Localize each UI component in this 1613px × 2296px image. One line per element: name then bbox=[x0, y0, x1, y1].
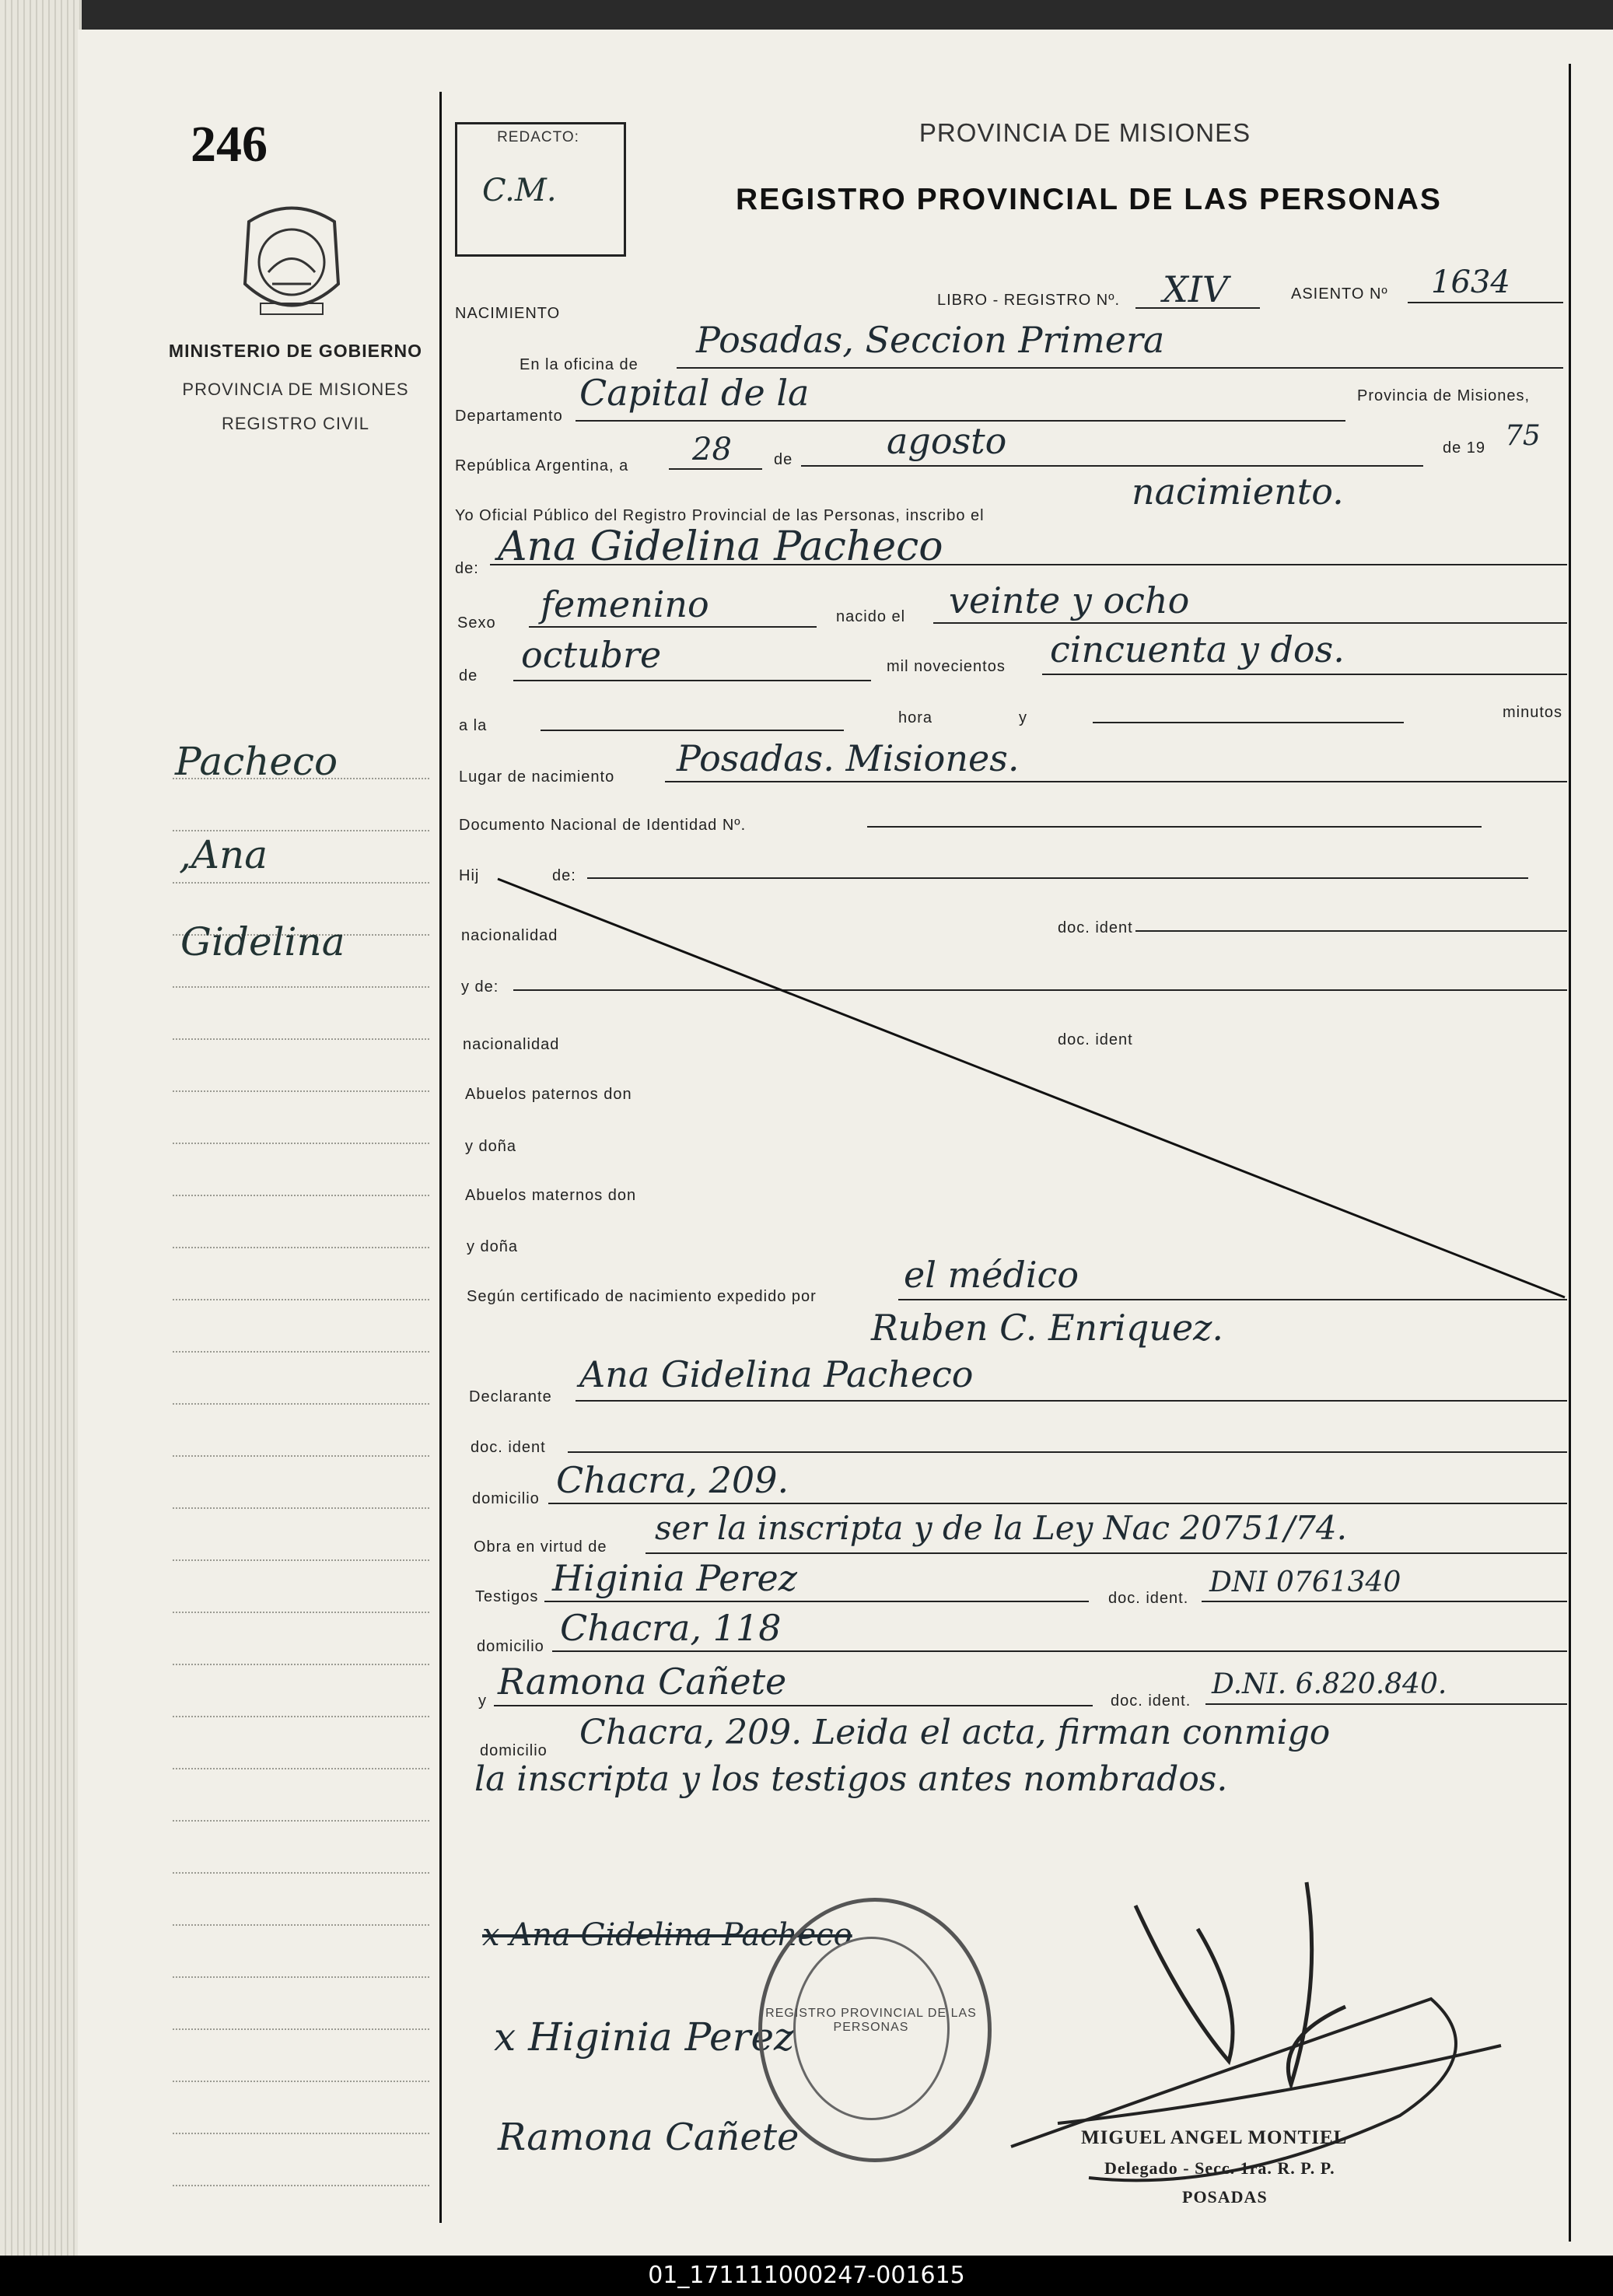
domicilio3-label: domicilio bbox=[480, 1742, 548, 1759]
domicilio1-label: domicilio bbox=[472, 1490, 540, 1507]
doc-ident5-value: D.NI. 6.820.840. bbox=[1212, 1668, 1447, 1700]
provincia-label: Provincia de Misiones, bbox=[1357, 387, 1531, 404]
image-caption: 01_171111000247-001615 bbox=[0, 2256, 1613, 2296]
official-role: Delegado - Secc. 1ra. R. P. P. bbox=[1104, 2158, 1335, 2178]
libro-label: LIBRO - REGISTRO Nº. bbox=[937, 292, 1121, 309]
margin-given-name: ,Ana bbox=[179, 832, 268, 877]
act-type-label: NACIMIENTO bbox=[455, 305, 561, 322]
domicilio2-value: Chacra, 118 bbox=[560, 1607, 782, 1649]
obra-line bbox=[646, 1552, 1567, 1554]
redacto-value: C.M. bbox=[482, 173, 557, 208]
redacto-label: REDACTO: bbox=[497, 129, 579, 145]
testigo1-value: Higinia Perez bbox=[552, 1557, 797, 1599]
segun-line bbox=[898, 1299, 1567, 1300]
nacionalidad2-label: nacionalidad bbox=[463, 1036, 560, 1053]
registry-title: REGISTRO PROVINCIAL DE LAS PERSONAS bbox=[736, 183, 1442, 216]
doc-ident4-value: DNI 0761340 bbox=[1209, 1566, 1401, 1598]
signature-registrant: x Ana Gidelina Pacheco bbox=[482, 1917, 852, 1953]
libro-value: XIV bbox=[1163, 268, 1229, 310]
domicilio3-value: Chacra, 209. Leida el acta, firman conmigo bbox=[579, 1713, 1331, 1752]
office-label: En la oficina de bbox=[520, 356, 639, 373]
asiento-label: ASIENTO Nº bbox=[1291, 285, 1388, 303]
minutos-label: minutos bbox=[1503, 704, 1563, 721]
domicilio2-line bbox=[552, 1650, 1567, 1652]
signature-witness-2: Ramona Cañete bbox=[498, 2116, 800, 2159]
doc-ident5-line bbox=[1205, 1703, 1567, 1705]
lugar-label: Lugar de nacimiento bbox=[459, 768, 615, 786]
abuelos-maternos-label: Abuelos maternos don bbox=[465, 1187, 637, 1204]
name-de-label: de: bbox=[455, 560, 479, 577]
year-label: de 19 bbox=[1443, 439, 1486, 457]
asiento-value: 1634 bbox=[1431, 264, 1510, 300]
official-name: MIGUEL ANGEL MONTIEL bbox=[1081, 2127, 1348, 2148]
declarante-value: Ana Gidelina Pacheco bbox=[579, 1353, 974, 1395]
doc-ident1-label: doc. ident bbox=[1058, 919, 1133, 936]
segun-value-1: el médico bbox=[904, 1254, 1079, 1296]
office-value: Posadas, Seccion Primera bbox=[696, 319, 1165, 361]
registrant-name: Ana Gidelina Pacheco bbox=[498, 523, 943, 570]
province-label: PROVINCIA DE MISIONES bbox=[182, 380, 409, 399]
doc-ident4-label: doc. ident. bbox=[1108, 1590, 1189, 1607]
y2-label: y bbox=[478, 1692, 487, 1710]
declarante-line bbox=[576, 1400, 1567, 1402]
hij-de-label: de: bbox=[552, 867, 576, 884]
month-value: agosto bbox=[887, 420, 1007, 462]
sexo-value: femenino bbox=[541, 583, 709, 625]
abuelos-paternos-label: Abuelos paternos don bbox=[465, 1086, 632, 1103]
y-dona2-label: y doña bbox=[467, 1238, 519, 1255]
doc-ident4-line bbox=[1202, 1601, 1567, 1602]
day-value: 28 bbox=[692, 432, 732, 467]
republica-label: República Argentina, a bbox=[455, 457, 629, 474]
domicilio1-line bbox=[548, 1503, 1567, 1504]
ministry-label: MINISTERIO DE GOBIERNO bbox=[168, 341, 423, 361]
sexo-label: Sexo bbox=[457, 614, 496, 632]
segun-label: Según certificado de nacimiento expedido por bbox=[467, 1288, 817, 1305]
doc-ident3-line bbox=[568, 1451, 1567, 1453]
official-city: POSADAS bbox=[1182, 2187, 1268, 2207]
hora-y-label: y bbox=[1019, 709, 1027, 726]
obra-label: Obra en virtud de bbox=[474, 1538, 607, 1556]
nacido-label: nacido el bbox=[836, 608, 906, 625]
doc-ident3-label: doc. ident bbox=[471, 1439, 546, 1456]
month-de-label: de bbox=[774, 451, 793, 468]
year-value: 75 bbox=[1505, 420, 1541, 452]
birth-month-value: octubre bbox=[521, 634, 662, 676]
doc-ident2-label: doc. ident bbox=[1058, 1031, 1133, 1048]
nacido-value: veinte y ocho bbox=[949, 579, 1190, 621]
mil-label: mil novecientos bbox=[887, 658, 1006, 675]
lugar-value: Posadas. Misiones. bbox=[677, 737, 1020, 779]
dni-label: Documento Nacional de Identidad Nº. bbox=[459, 817, 747, 834]
domicilio1-value: Chacra, 209. bbox=[556, 1459, 789, 1501]
declarante-label: Declarante bbox=[469, 1388, 552, 1405]
testigo2-line bbox=[494, 1705, 1093, 1706]
testigo1-line bbox=[544, 1601, 1089, 1602]
departamento-label: Departamento bbox=[455, 408, 563, 425]
registry-label: REGISTRO CIVIL bbox=[221, 414, 370, 433]
hora-label: hora bbox=[898, 709, 933, 726]
hij-label: Hij bbox=[459, 867, 480, 884]
margin-middle-name: Gidelina bbox=[180, 919, 345, 964]
closing-value: la inscripta y los testigos antes nombrados. bbox=[474, 1759, 1228, 1799]
obra-value: ser la inscripta y de la Ley Nac 20751/74. bbox=[655, 1509, 1347, 1547]
oficial-value: nacimiento. bbox=[1132, 471, 1344, 513]
oficial-label: Yo Oficial Público del Registro Provincial de las Personas, inscribo el bbox=[455, 507, 985, 524]
testigos-label: Testigos bbox=[475, 1588, 539, 1605]
stamp-text: REGISTRO PROVINCIAL DE LAS PERSONAS bbox=[765, 2007, 977, 2034]
testigo2-value: Ramona Cañete bbox=[498, 1661, 787, 1703]
y-dona1-label: y doña bbox=[465, 1138, 517, 1155]
signature-witness-1: x Higinia Perez bbox=[494, 2014, 795, 2060]
ala-label: a la bbox=[459, 717, 488, 734]
margin-surname: Pacheco bbox=[175, 739, 338, 784]
page-number: 246 bbox=[191, 116, 268, 173]
departamento-value: Capital de la bbox=[579, 372, 810, 414]
province-title: PROVINCIA DE MISIONES bbox=[918, 118, 1251, 147]
nacionalidad1-label: nacionalidad bbox=[461, 927, 558, 944]
segun-value-2: Ruben C. Enriquez. bbox=[871, 1307, 1224, 1349]
domicilio2-label: domicilio bbox=[477, 1638, 544, 1655]
doc-ident5-label: doc. ident. bbox=[1111, 1692, 1191, 1710]
y-de-label: y de: bbox=[461, 978, 499, 996]
birth-month-de-label: de bbox=[459, 667, 478, 684]
mil-value: cincuenta y dos. bbox=[1050, 628, 1345, 670]
